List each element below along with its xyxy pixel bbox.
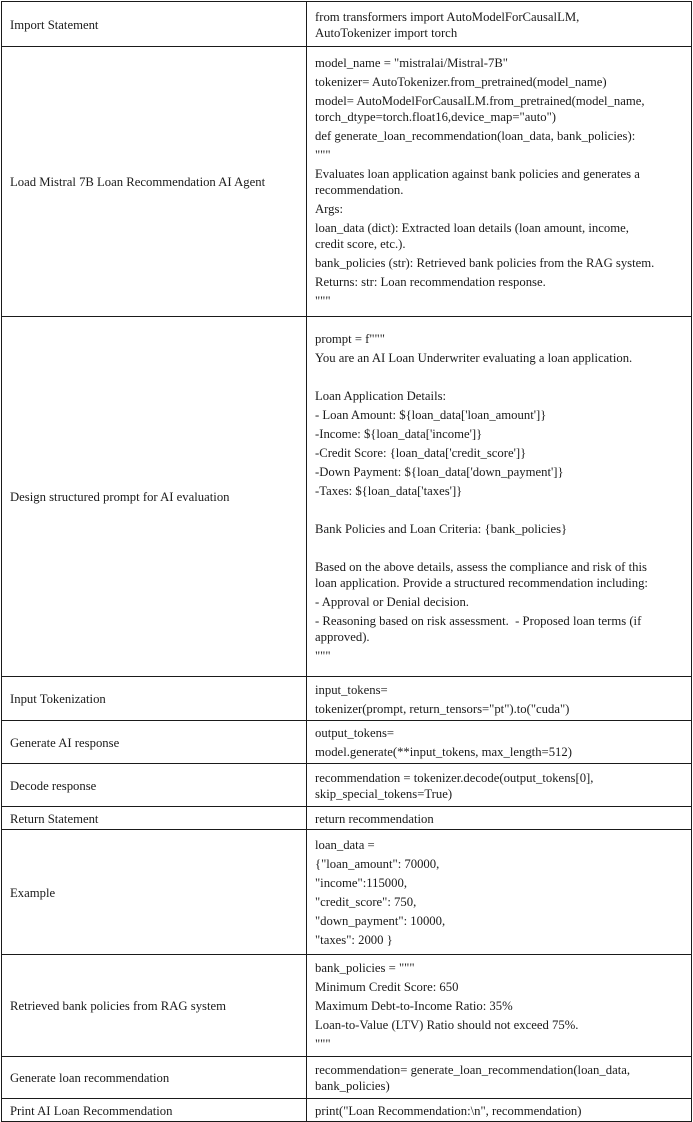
code-line: Evaluates loan application against bank policies and generates a recommendation. (315, 167, 640, 197)
code-line: Based on the above details, assess the compliance and risk of this loan application. Provide a structured recommendation including: (315, 559, 648, 590)
step-label: Generate loan recommendation (2, 1057, 307, 1099)
code-line: tokenizer(prompt, return_tensors="pt").to("cuda") (315, 701, 570, 716)
code-line: recommendation= generate_loan_recommendation(loan_data, bank_policies) (315, 1063, 631, 1093)
code-line: "income":115000, (315, 876, 407, 890)
table-row (2, 764, 692, 807)
code-line: bank_policies = """ (315, 961, 415, 975)
code-line: bank_policies (str): Retrieved bank policies from the RAG system. (315, 256, 655, 270)
code-line: output_tokens= (315, 726, 395, 740)
code-line: "credit_score": 750, (315, 895, 417, 909)
code-line: tokenizer= AutoTokenizer.from_pretrained(model_name) (315, 75, 607, 89)
code-line: model.generate(**input_tokens, max_length=512) (315, 745, 572, 759)
code-line: -Income: ${loan_data['income']} (315, 426, 483, 441)
code-line: loan_data (dict): Extracted loan details (loan amount, income, credit score, etc.). (315, 221, 629, 251)
code-line: Loan Application Details: (315, 388, 447, 403)
code-cell (307, 721, 692, 764)
code-line: -Taxes: ${loan_data['taxes']} (315, 483, 463, 498)
code-line: from transformers import AutoModelForCausalLM, AutoTokenizer import torch (315, 9, 580, 40)
code-cell (307, 1099, 692, 1122)
code-line: - Loan Amount: ${loan_data['loan_amount']} (315, 407, 547, 422)
table-row (2, 830, 692, 955)
table-row (2, 955, 692, 1057)
code-line: -Credit Score: {loan_data['credit_score']} (315, 445, 527, 460)
code-line: "taxes": 2000 } (315, 933, 393, 947)
code-line: Loan-to-Value (LTV) Ratio should not exceed 75%. (315, 1018, 579, 1032)
code-cell (307, 1057, 692, 1099)
step-label: Return Statement (2, 807, 307, 830)
step-label: Design structured prompt for AI evaluation (2, 317, 307, 677)
code-cell (307, 2, 692, 47)
code-line: """ (315, 148, 331, 162)
code-line: Minimum Credit Score: 650 (315, 980, 459, 994)
step-label: Print AI Loan Recommendation (2, 1099, 307, 1122)
code-line: prompt = f""" (315, 331, 385, 346)
code-line: Bank Policies and Loan Criteria: {bank_policies} (315, 521, 568, 536)
table-row (2, 677, 692, 721)
table-row (2, 721, 692, 764)
code-cell (307, 677, 692, 721)
code-line: You are an AI Loan Underwriter evaluating a loan application. (315, 350, 633, 365)
code-line: Returns: str: Loan recommendation response. (315, 275, 546, 289)
code-line: return recommendation (315, 811, 434, 826)
code-line: """ (315, 294, 331, 308)
blank-line (315, 369, 683, 385)
table-body (2, 2, 692, 1122)
table-row (2, 317, 692, 677)
code-cell (307, 807, 692, 830)
code-line: Args: (315, 202, 343, 216)
step-label: Import Statement (2, 2, 307, 47)
step-label: Input Tokenization (2, 677, 307, 721)
code-line: Maximum Debt-to-Income Ratio: 35% (315, 999, 513, 1013)
code-line: - Approval or Denial decision. (315, 594, 469, 609)
code-line: -Down Payment: ${loan_data['down_payment']} (315, 464, 564, 479)
code-cell (307, 955, 692, 1057)
blank-line (315, 502, 683, 518)
step-label: Generate AI response (2, 721, 307, 764)
step-label: Load Mistral 7B Loan Recommendation AI Agent (2, 47, 307, 317)
code-line: """ (315, 648, 331, 663)
code-line: model= AutoModelForCausalLM.from_pretrained(model_name, torch_dtype=torch.float16,device_map="auto") (315, 94, 645, 124)
code-line: "down_payment": 10000, (315, 914, 446, 928)
code-line: recommendation = tokenizer.decode(output_tokens[0], skip_special_tokens=True) (315, 770, 594, 801)
code-line: print("Loan Recommendation:\n", recommendation) (315, 1103, 582, 1118)
table-row (2, 1099, 692, 1122)
code-line: loan_data = (315, 838, 375, 852)
code-steps-table (1, 1, 692, 1122)
table-row (2, 47, 692, 317)
code-line: input_tokens= (315, 682, 388, 697)
table-row (2, 2, 692, 47)
step-label: Decode response (2, 764, 307, 807)
code-cell (307, 830, 692, 955)
code-line: model_name = "mistralai/Mistral-7B" (315, 56, 508, 70)
code-cell (307, 764, 692, 807)
code-line: {"loan_amount": 70000, (315, 857, 440, 871)
table-row (2, 807, 692, 830)
code-cell (307, 47, 692, 317)
code-line: """ (315, 1037, 331, 1051)
code-line: def generate_loan_recommendation(loan_data, bank_policies): (315, 129, 636, 143)
blank-line (315, 540, 683, 556)
code-cell (307, 317, 692, 677)
table-row (2, 1057, 692, 1099)
code-line: - Reasoning based on risk assessment. - Proposed loan terms (if approved). (315, 613, 642, 644)
step-label: Example (2, 830, 307, 955)
step-label: Retrieved bank policies from RAG system (2, 955, 307, 1057)
